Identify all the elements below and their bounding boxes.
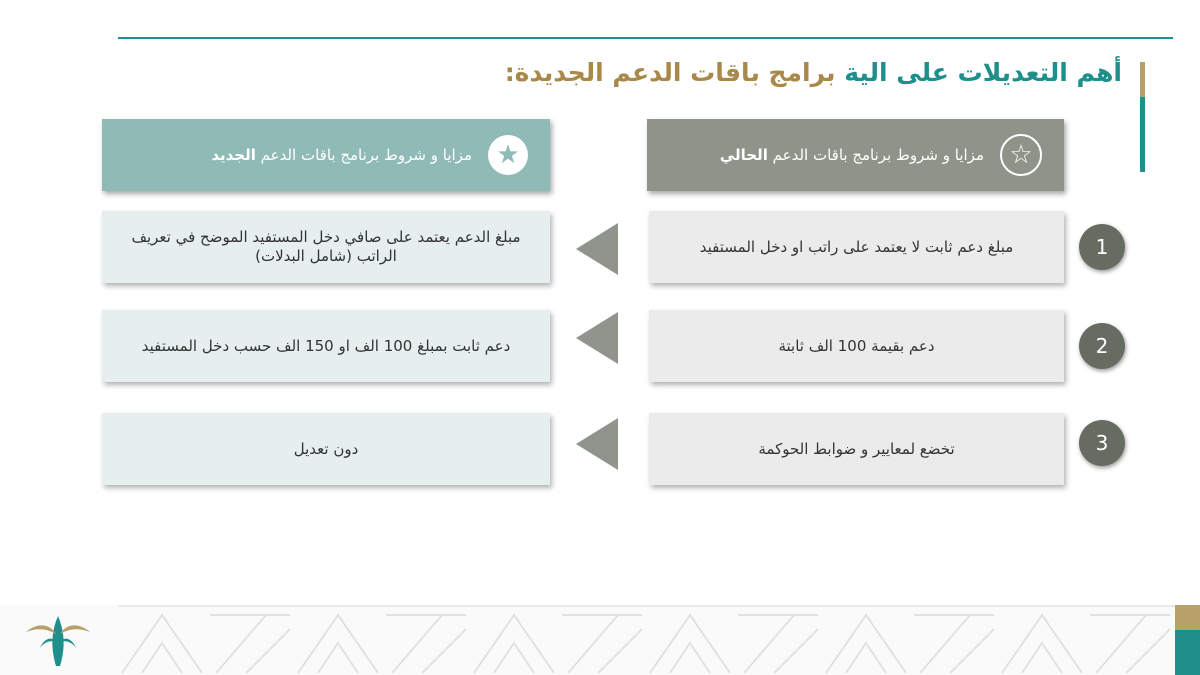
top-divider <box>118 37 1173 39</box>
current-header <box>647 119 1064 191</box>
new-header-text <box>211 146 472 164</box>
current-header-text <box>720 146 984 164</box>
new-cell: دعم ثابت بمبلغ 100 الف او 150 الف حسب دخل المستفيد <box>102 310 550 382</box>
row-number: 2 <box>1079 323 1125 369</box>
left-arrow-icon <box>576 312 618 364</box>
ministry-logo-icon <box>22 612 94 668</box>
star-filled-icon: ★ <box>488 135 528 175</box>
current-header-prefix: مزايا و شروط برنامج باقات الدعم <box>772 146 984 164</box>
new-cell: مبلغ الدعم يعتمد على صافي دخل المستفيد الموضح في تعريف الراتب (شامل البدلات) <box>102 211 550 283</box>
left-arrow-icon <box>576 223 618 275</box>
footer-gold-block <box>1175 605 1200 630</box>
footer-teal-block <box>1175 630 1200 675</box>
current-cell: دعم بقيمة 100 الف ثابتة <box>649 310 1064 382</box>
new-cell: دون تعديل <box>102 413 550 485</box>
title-accent-bar <box>1140 62 1145 172</box>
footer-pattern <box>0 605 1200 675</box>
new-header-prefix: مزايا و شروط برنامج باقات الدعم <box>260 146 472 164</box>
title-part-1: أهم التعديلات على الية <box>844 58 1122 87</box>
left-arrow-icon <box>576 418 618 470</box>
new-header <box>102 119 550 191</box>
decorative-pattern <box>118 605 1175 675</box>
row-number: 1 <box>1079 224 1125 270</box>
current-cell: تخضع لمعايير و ضوابط الحوكمة <box>649 413 1064 485</box>
page-title <box>505 58 1122 87</box>
row-number: 3 <box>1079 420 1125 466</box>
new-header-bold: الجديد <box>211 146 256 164</box>
star-outline-icon: ☆ <box>1000 134 1042 176</box>
current-header-bold: الحالي <box>719 146 768 164</box>
title-part-2: برامج باقات الدعم الجديدة: <box>504 58 836 87</box>
current-cell: مبلغ دعم ثابت لا يعتمد على راتب او دخل المستفيد <box>649 211 1064 283</box>
